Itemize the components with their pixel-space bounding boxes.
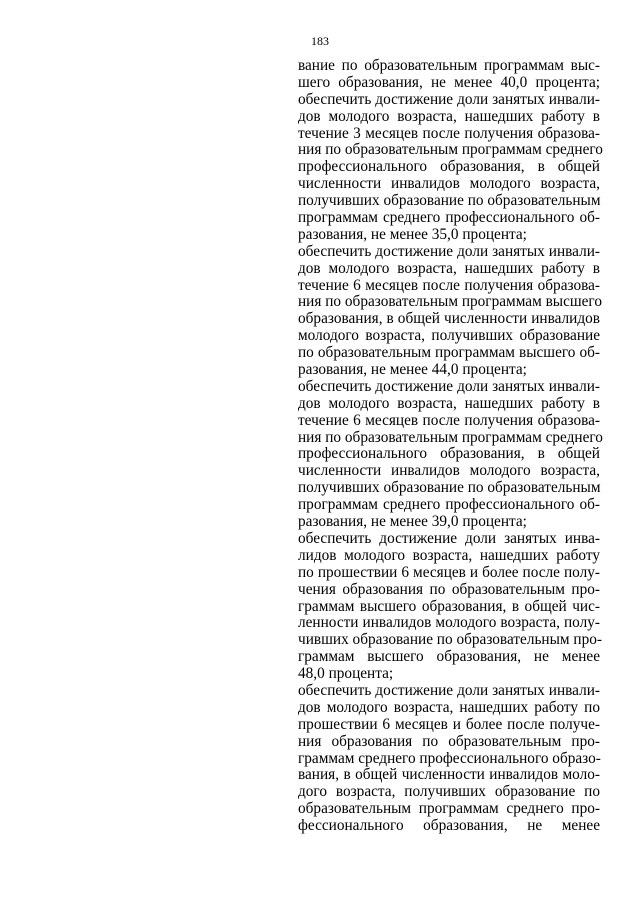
text-line: разования, не менее 44,0 процента; [298,361,527,379]
text-line: образовательным программам среднего про- [298,800,600,818]
text-line: вание по образовательным программам выс- [298,57,600,74]
body-text-column [298,57,603,835]
text-line: фессионального образования, не менее [298,817,600,835]
text-line: обеспечить достижение доли занятых инвали- [298,681,600,699]
text-line: профессионального образования, в общей [298,158,600,176]
text-line: дов молодого возраста, нашедших работу в [298,107,600,125]
text-line: по прошествии 6 месяцев и более после полу- [298,563,600,581]
text-line: граммам высшего образования, в общей чис- [298,597,600,615]
text-line: дого возраста, получивших образование по [298,783,600,801]
text-line: течение 6 месяцев после получения образова- [298,411,600,429]
text-line: течение 6 месяцев после получения образова- [298,276,600,294]
text-line: обеспечить достижение доли занятых инвали- [298,90,600,108]
text-line: численности инвалидов молодого возраста, [298,175,600,193]
text-line: программам среднего профессионального об- [298,209,600,227]
text-line: профессионального образования, в общей [298,445,600,463]
text-line: ния по образовательным программам высшего [298,293,602,311]
text-line: чивших образование по образовательным про- [298,631,602,649]
text-line: дов молодого возраста, нашедших работу в [298,394,600,412]
text-line: программам среднего профессионального об- [298,496,600,514]
text-line: шего образования, не менее 40,0 процента; [298,73,600,91]
text-line: обеспечить достижение доли занятых инвали- [298,242,600,260]
text-line: разования, не менее 39,0 процента; [298,513,527,531]
text-line: течение 3 месяцев после получения образова- [298,124,600,142]
text-line: обеспечить достижение доли занятых инвали- [298,377,600,395]
text-line: обеспечить достижение доли занятых инва- [298,529,600,547]
text-line: получивших образование по образовательным [298,192,601,210]
text-line: дов молодого возраста, нашедших работу по [298,698,600,716]
text-line: ленности инвалидов молодого возраста, полу- [298,614,600,632]
text-line: по образовательным программам высшего об- [298,344,600,362]
text-line: численности инвалидов молодого возраста, [298,462,600,480]
text-line: ния по образовательным программам среднего [298,141,603,159]
text-line: 48,0 процента; [298,665,394,683]
text-line: граммам высшего образования, не менее [298,648,600,666]
text-line: дов молодого возраста, нашедших работу в [298,259,600,277]
text-line: чения образования по образовательным про- [298,580,600,598]
text-line: прошествии 6 месяцев и более после получе- [298,715,600,733]
text-line: вания, в общей численности инвалидов моло- [298,766,600,784]
text-line: граммам среднего профессионального образо- [298,749,601,767]
page-number: 183 [311,34,329,48]
text-line: лидов молодого возраста, нашедших работу [298,546,600,564]
text-line: получивших образование по образовательным [298,479,601,497]
text-line: молодого возраста, получивших образование [298,327,600,345]
text-line: образования, в общей численности инвалидов [298,310,600,328]
text-line: разования, не менее 35,0 процента; [298,225,527,243]
text-line: ния образования по образовательным про- [298,732,600,750]
text-line: ния по образовательным программам среднего [298,428,603,446]
